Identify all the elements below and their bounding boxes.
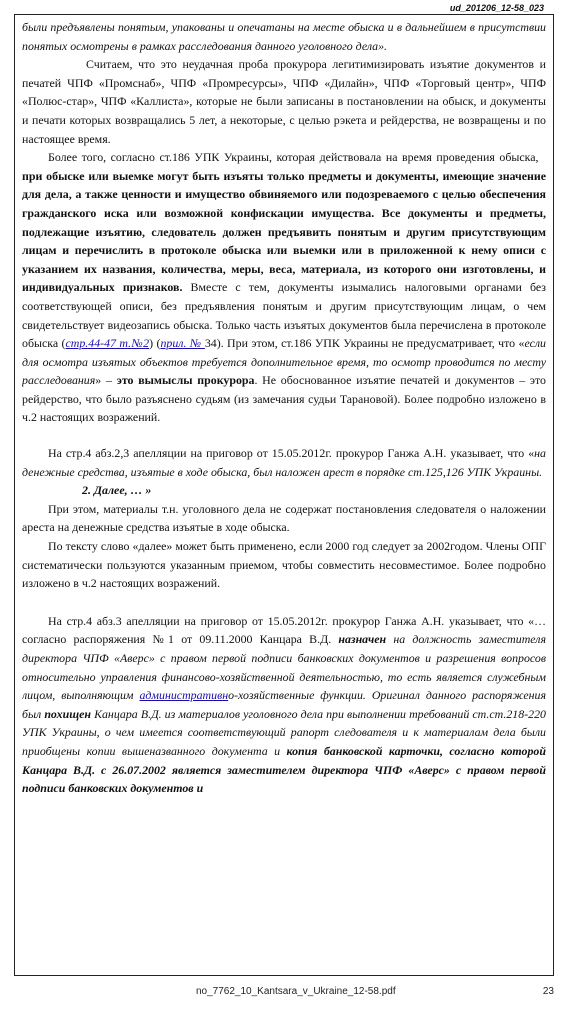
footer-page-number: 23 [542,986,554,997]
paragraph-word-further: По тексту слово «далее» может быть применено, если 2000 год следует за 2002годом. Члены ОПГ систематически пользуются указанным приемом, чтобы совместить несовместимое. Более подробно изложено в ч.2 настоящих возражений. [22,539,546,591]
paragraph-appeal-page4-abz23 [22,444,546,481]
italic-quote-segment: на должность заместителя директора ЧПФ «Аверс» с правом первой подписи банковских документов и разрешения вопросов относительно управления финансово-хозяйственной деятельностью, то есть является служебным лицом, выполняющим [22,632,546,703]
bold-italic-segment: копия банковской карточки, согласно которой Канцара В.Д. с 26.07.2002 является заместителем директора ЧПФ «Аверс» с правом первой подписи банковских документов и [22,743,546,796]
text-segment: » – [95,373,112,388]
text-segment: Более того, согласно ст.186 УПК Украины, которая действовала на время проведения обыска, [48,150,539,165]
spacer [22,593,546,612]
paragraph-article-186 [22,148,546,427]
text-segment: ) ( [149,336,161,351]
spacer [22,427,546,444]
bold-text-segment: это вымыслы прокурора [116,373,255,388]
bold-italic-segment: назначен [338,632,387,647]
bold-text-segment: при обыске или выемке могут быть изъяты только предметы и документы, имеющие значение для дела, а также ценности и имущество обвиняемого или подозреваемого с целью обеспечения гражданского иска или возможной конфискации имущества. Все документы и предметы, подлежащие изъятию, следователь должен предъявить понятым и другим присутствующим лицам и перечислить в протоколе обыска или выемки или в приложенной к нему описи с указанием их названия, количества, меры, веса, материала, из которого они изготовлены, и индивидуальных признаков. [22,168,546,295]
bold-italic-segment: похищен [44,706,91,721]
text-segment: На стр.4 абз.3 апелляции на приговор от 15.05.2012г. прокурор Ганжа А.Н. указывает, что «… согласно распоряжения №1 от 09.11.2000 Канцара В.Д. [22,613,546,647]
paragraph-further: 2. Далее, … » [82,483,152,498]
italic-quote-segment: на денежные средства, изъятые в ходе обыска, был наложен арест в порядке ст.125,126 УПК Украины. [22,446,546,479]
text-segment: Вместе с тем, документы изымались налоговыми органами без соответствующей описи, без предъявления понятым и другим присутствующим лицам, о чем свидетельствует видеозапись обыска. Только часть изъятых документов была перечислена в протоколе обыска ( [22,280,546,351]
italic-quote-segment: Канцара В.Д. из материалов уголовного дела при выполнении требований ст.ст.218-220 УПК Украины, о чем имеется соответствующий рапорт следователя и к материалам дела были приобщены копии вышеназванного документа и [22,706,546,758]
appendix-link[interactable]: прил. № [160,336,205,351]
document-reference-header: ud_201206_12-58_023 [449,3,544,13]
text-segment: На стр.4 абз.2,3 апелляции на приговор от 15.05.2012г. прокурор Ганжа А.Н. указывает, что « [48,446,535,461]
footer-filename: no_7762_10_Kantsara_v_Ukraine_12-58.pdf [196,986,396,997]
paragraph-quote-end: были предъявлены понятым, упакованы и опечатаны на месте обыска и в дальнейшем в присутствии понятых осмотрены в рамках расследования данного уголовного дела». [22,20,546,53]
paragraph-appeal-page4-abz3 [22,612,546,798]
text-segment: . Не обоснованное изъятие печатей и документов – это рейдерство, что было разъяснено судьям (из замечания судьи Тарановой). Более подробно изложено в ч.2 настоящих возражений. [22,373,546,425]
reference-link[interactable]: стр.44-47 т.№2 [65,336,150,351]
italic-quote-segment: если для осмотра изъятых объектов требуется дополнительное время, то осмотр проводится по месту расследования [22,336,546,388]
italic-quote-segment: о-хозяйственные функции. Оригинал данного распоряжения был [22,688,546,721]
paragraph-no-arrest-decision: При этом, материалы т.н. уголовного дела не содержат постановления следователя о наложении ареста на денежные средства изъятые в ходе обыска. [22,501,546,535]
document-body [22,18,546,968]
underlined-word-link[interactable]: административн [139,688,229,703]
paragraph-seals-seizure: Считаем, что это неудачная проба прокурора легитимизировать изъятие документов и печатей ЧПФ «Промснаб», ЧПФ «Промресурсы», ЧПФ «Дилайн», ЧПФ «Торговый центр», ЧПФ «Полюс-стар», ЧПФ «Каллиста», которые не были записаны в постановлении на обыск, и документы и печати которых возвращались 5 лет, а некоторые, с целью рэкета и рейдерства, не возвращены и по настоящее время. [22,57,546,146]
text-segment: 34). При этом, ст.186 УПК Украины не предусматривает, что « [204,336,525,351]
